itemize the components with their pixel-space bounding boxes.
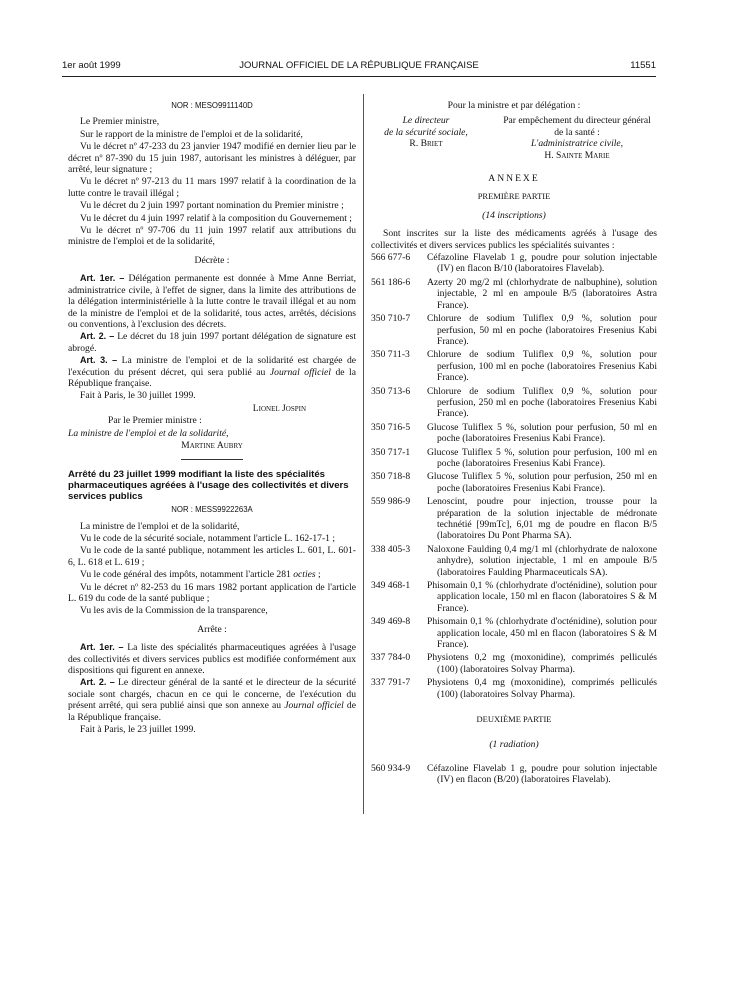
medication-text: Céfazoline Flavelab 1 g, poudre pour solution injectable (IV) en flacon (B/20) (laboratoires Flavelab). xyxy=(427,762,657,786)
article-2 xyxy=(68,677,356,723)
paragraph xyxy=(68,569,356,580)
signature-role: de la sécurité sociale, xyxy=(384,126,468,138)
header-journal-title: JOURNAL OFFICIEL DE LA RÉPUBLIQUE FRANÇAISE xyxy=(239,60,479,71)
list-item xyxy=(371,447,657,470)
medication-text: Glucose Tuliflex 5 %, solution pour perfusion, 50 ml en poche (laboratoires Fresenius Kabi France). xyxy=(427,421,657,445)
medication-text: Glucose Tuliflex 5 %, solution pour perfusion, 250 ml en poche (laboratoires Fresenius Kabi France). xyxy=(427,471,657,494)
article-text: La liste des spécialités pharmaceutiques agréées à l'usage des collectivités et divers services publics est modifiée conformément aux dispositions qui figurent en annexe. xyxy=(68,642,356,677)
medication-code: 350 716-5 xyxy=(371,421,411,433)
signature-left xyxy=(371,115,481,161)
medication-code: 350 718-8 xyxy=(371,471,411,483)
article-2 xyxy=(68,331,356,354)
inscriptions-count: (14 inscriptions) xyxy=(482,209,546,221)
signature-role: Par empêchement du directeur général xyxy=(503,115,651,127)
medication-code: 350 710-7 xyxy=(371,313,411,325)
medication-code: 350 717-1 xyxy=(371,446,411,458)
article-label: Art. 1er. – xyxy=(80,642,124,653)
signature-date: Fait à Paris, le 23 juillet 1999. xyxy=(80,724,196,736)
list-item xyxy=(371,422,657,445)
paragraph: Vu le décret du 4 juin 1997 relatif à la composition du Gouvernement ; xyxy=(80,212,352,224)
medication-text: Azerty 20 mg/2 ml (chlorhydrate de nalbuphine), solution injectable, 2 ml en ampoule B/5 (laboratoires Astra France). xyxy=(427,276,657,311)
medication-list xyxy=(371,252,657,700)
part-one-heading: PREMIÈRE PARTIE xyxy=(477,191,551,202)
medication-text: Glucose Tuliflex 5 %, solution pour perfusion, 100 ml en poche (laboratoires Fresenius Kabi France). xyxy=(427,446,657,469)
paragraph: Vu le décret du 2 juin 1997 portant nomination du Premier ministre ; xyxy=(80,200,344,212)
paragraph: Vu le décret nº 97-706 du 11 juin 1997 relatif aux attributions du ministre de l'emploi et de la solidarité, xyxy=(68,225,356,248)
signature-right xyxy=(497,115,657,161)
article-text: Délégation permanente est donnée à Mme Anne Berriat, administratrice civile, à l'effet de signer, dans la limite des attributions de la délégation interministérielle à la lutte contre le travail illégal et au nom de la ministre de l'emploi et de la solidarité, tous actes, arrêtés, décisions ou conventions, à l'exclusion des décrets. xyxy=(68,273,356,330)
right-column xyxy=(371,100,657,788)
paragraph: La ministre de l'emploi et de la solidarité, xyxy=(80,520,240,532)
paragraph: Sur le rapport de la ministre de l'emploi et de la solidarité, xyxy=(80,128,303,140)
medication-text: Naloxone Faulding 0,4 mg/1 ml (chlorhydrate de naloxone anhydre), solution injectable, 1 ml en ampoule B/5 (laboratoires Faulding Pharmaceuticals SA). xyxy=(427,543,657,578)
paragraph: Le Premier ministre, xyxy=(80,116,160,128)
medication-text: Phisomain 0,1 % (chlorhydrate d'octénidine), solution pour application locale, 450 ml en flacon (laboratoires S & M France). xyxy=(427,616,657,651)
list-item xyxy=(371,252,657,275)
medication-text: Physiotens 0,4 mg (moxonidine), comprimés pelliculés (100) (laboratoires Solvay Pharma). xyxy=(427,677,657,700)
article-text: Le décret du 18 juin 1997 portant délégation de signature est abrogé. xyxy=(68,331,356,354)
section-divider xyxy=(181,459,243,460)
decrete-heading: Décrète : xyxy=(194,254,230,266)
signature-role: Le directeur xyxy=(402,115,450,127)
signature-title: La ministre de l'emploi et de la solidarité, xyxy=(68,427,229,439)
list-item xyxy=(371,652,657,675)
medication-code: 566 677-6 xyxy=(371,252,411,264)
list-item xyxy=(371,313,657,347)
paragraph: Vu le code de la sécurité sociale, notamment l'article L. 162-17-1 ; xyxy=(80,532,336,544)
article-1 xyxy=(68,273,356,330)
list-item xyxy=(371,544,657,578)
part-two-heading: DEUXIÈME PARTIE xyxy=(476,714,552,725)
medication-code: 561 186-6 xyxy=(371,276,411,288)
signature-date: Fait à Paris, le 30 juillet 1999. xyxy=(80,390,196,402)
article-1 xyxy=(68,642,356,676)
paragraph: Vu le décret nº 97-213 du 11 mars 1997 relatif à la coordination de la lutte contre le travail illégal ; xyxy=(68,176,356,199)
signature-by: Par le Premier ministre : xyxy=(108,415,202,427)
list-item xyxy=(371,496,657,542)
article-label: Art. 2. – xyxy=(80,331,115,342)
article-3 xyxy=(68,355,356,389)
annexe-heading: ANNEXE xyxy=(488,173,540,185)
medication-code: 349 469-8 xyxy=(371,616,411,628)
radiation-count: (1 radiation) xyxy=(489,738,539,750)
paragraph: Vu les avis de la Commission de la transparence, xyxy=(80,605,268,617)
medication-code: 560 934-9 xyxy=(371,762,411,774)
column-divider xyxy=(363,94,364,814)
list-item xyxy=(371,277,657,311)
paragraph: Vu le décret nº 47-233 du 23 janvier 1947 modifié en dernier lieu par le décret nº 87-390 du 15 juin 1987, autorisant les ministres à déléguer, par arrêté, leur signature ; xyxy=(68,141,356,176)
arrete-heading: Arrête : xyxy=(197,623,227,635)
list-item xyxy=(371,763,657,786)
medication-code: 338 405-3 xyxy=(371,543,411,555)
header-date: 1er août 1999 xyxy=(62,60,121,71)
medication-text: Chlorure de sodium Tuliflex 0,9 %, solution pour perfusion, 100 ml en poche (laboratoires Fresenius Kabi France). xyxy=(427,349,657,384)
arrete-title: Arrêté du 23 juillet 1999 modifiant la liste des spécialités pharmaceutiques agréées à l'usage des collectivités et divers services publics xyxy=(68,469,349,502)
signature-intro: Pour la ministre et par délégation : xyxy=(447,100,581,111)
list-item xyxy=(371,616,657,650)
signature-name: H. Sainte Marie xyxy=(544,149,610,161)
left-column xyxy=(68,100,356,736)
text: ; xyxy=(315,569,321,581)
text: Vu le code général des impôts, notamment l'article 281 xyxy=(80,569,294,581)
list-item xyxy=(371,471,657,494)
list-item xyxy=(371,386,657,420)
paragraph: Vu le code de la santé publique, notamment les articles L. 601, L. 601-6, L. 618 et L. 619 ; xyxy=(68,545,356,568)
list-item xyxy=(371,580,657,614)
medication-code: 350 711-3 xyxy=(371,349,410,361)
header-page-number: 11551 xyxy=(630,60,656,71)
article-label: Art. 1er. – xyxy=(80,273,125,284)
article-label: Art. 2. – xyxy=(80,677,115,688)
signature-block xyxy=(371,115,657,161)
signature-name: Lionel Jospin xyxy=(252,402,306,414)
signature-role: L'administratrice civile, xyxy=(530,138,624,150)
text-italic: octies xyxy=(293,569,316,581)
article-label: Art. 3. – xyxy=(80,355,118,366)
medication-code: 337 791-7 xyxy=(371,677,411,689)
medication-text: Chlorure de sodium Tuliflex 0,9 %, solution pour perfusion, 50 ml en poche (laboratoires Fresenius Kabi France). xyxy=(427,313,657,347)
article-text: de la République française. xyxy=(68,366,356,389)
page-header xyxy=(62,60,656,74)
article-text: La ministre de l'emploi et de la solidarité est chargée de l'exécution du présent décret, qui sera publié au xyxy=(68,355,357,378)
signature-name: Martine Aubry xyxy=(181,439,243,451)
medication-text: Lenoscint, poudre pour injection, trousse pour la préparation de la solution injectable de médronate technétié [99mTc], 6,01 mg de poudre en flacon B/5 (laboratoires Du Pont Pharma SA). xyxy=(427,496,657,542)
nor-reference: NOR : MESO9911140D xyxy=(171,101,253,110)
article-text: Le directeur général de la santé et le directeur de la sécurité sociale sont chargés, chacun en ce qui le concerne, de l'exécution du présent arrêté, qui sera publié ainsi que son annexe au xyxy=(68,677,357,712)
list-intro: Sont inscrites sur la liste des médicaments agréés à l'usage des collectivités et divers services publics les spécialités suivantes : xyxy=(371,228,657,251)
medication-code: 337 784-0 xyxy=(371,652,411,664)
paragraph: Vu le décret nº 82-253 du 16 mars 1982 portant application de l'article L. 619 du code de la santé publique ; xyxy=(68,581,356,604)
list-item xyxy=(371,677,657,700)
signature-name: R. Briet xyxy=(409,138,443,150)
medication-text: Céfazoline Flavelab 1 g, poudre pour solution injectable (IV) en flacon B/10 (laboratoires Flavelab). xyxy=(427,252,657,275)
header-rule xyxy=(62,76,656,77)
medication-code: 349 468-1 xyxy=(371,580,411,592)
medication-text: Chlorure de sodium Tuliflex 0,9 %, solution pour perfusion, 250 ml en poche (laboratoires Fresenius Kabi France). xyxy=(427,385,657,420)
medication-text: Phisomain 0,1 % (chlorhydrate d'octénidine), solution pour application locale, 150 ml en flacon (laboratoires S & M France). xyxy=(427,580,657,614)
article-text: de la République française. xyxy=(68,700,356,723)
medication-code: 559 986-9 xyxy=(371,496,411,508)
signature-role: de la santé : xyxy=(554,126,600,138)
list-item xyxy=(371,349,657,383)
nor-reference: NOR : MESS9922263A xyxy=(171,505,253,515)
medication-text: Physiotens 0,2 mg (moxonidine), comprimés pelliculés (100) (laboratoires Solvay Pharma). xyxy=(427,652,657,675)
journal-italic: Journal officiel xyxy=(269,366,331,378)
medication-code: 350 713-6 xyxy=(371,385,411,397)
journal-italic: Journal officiel xyxy=(284,700,344,712)
